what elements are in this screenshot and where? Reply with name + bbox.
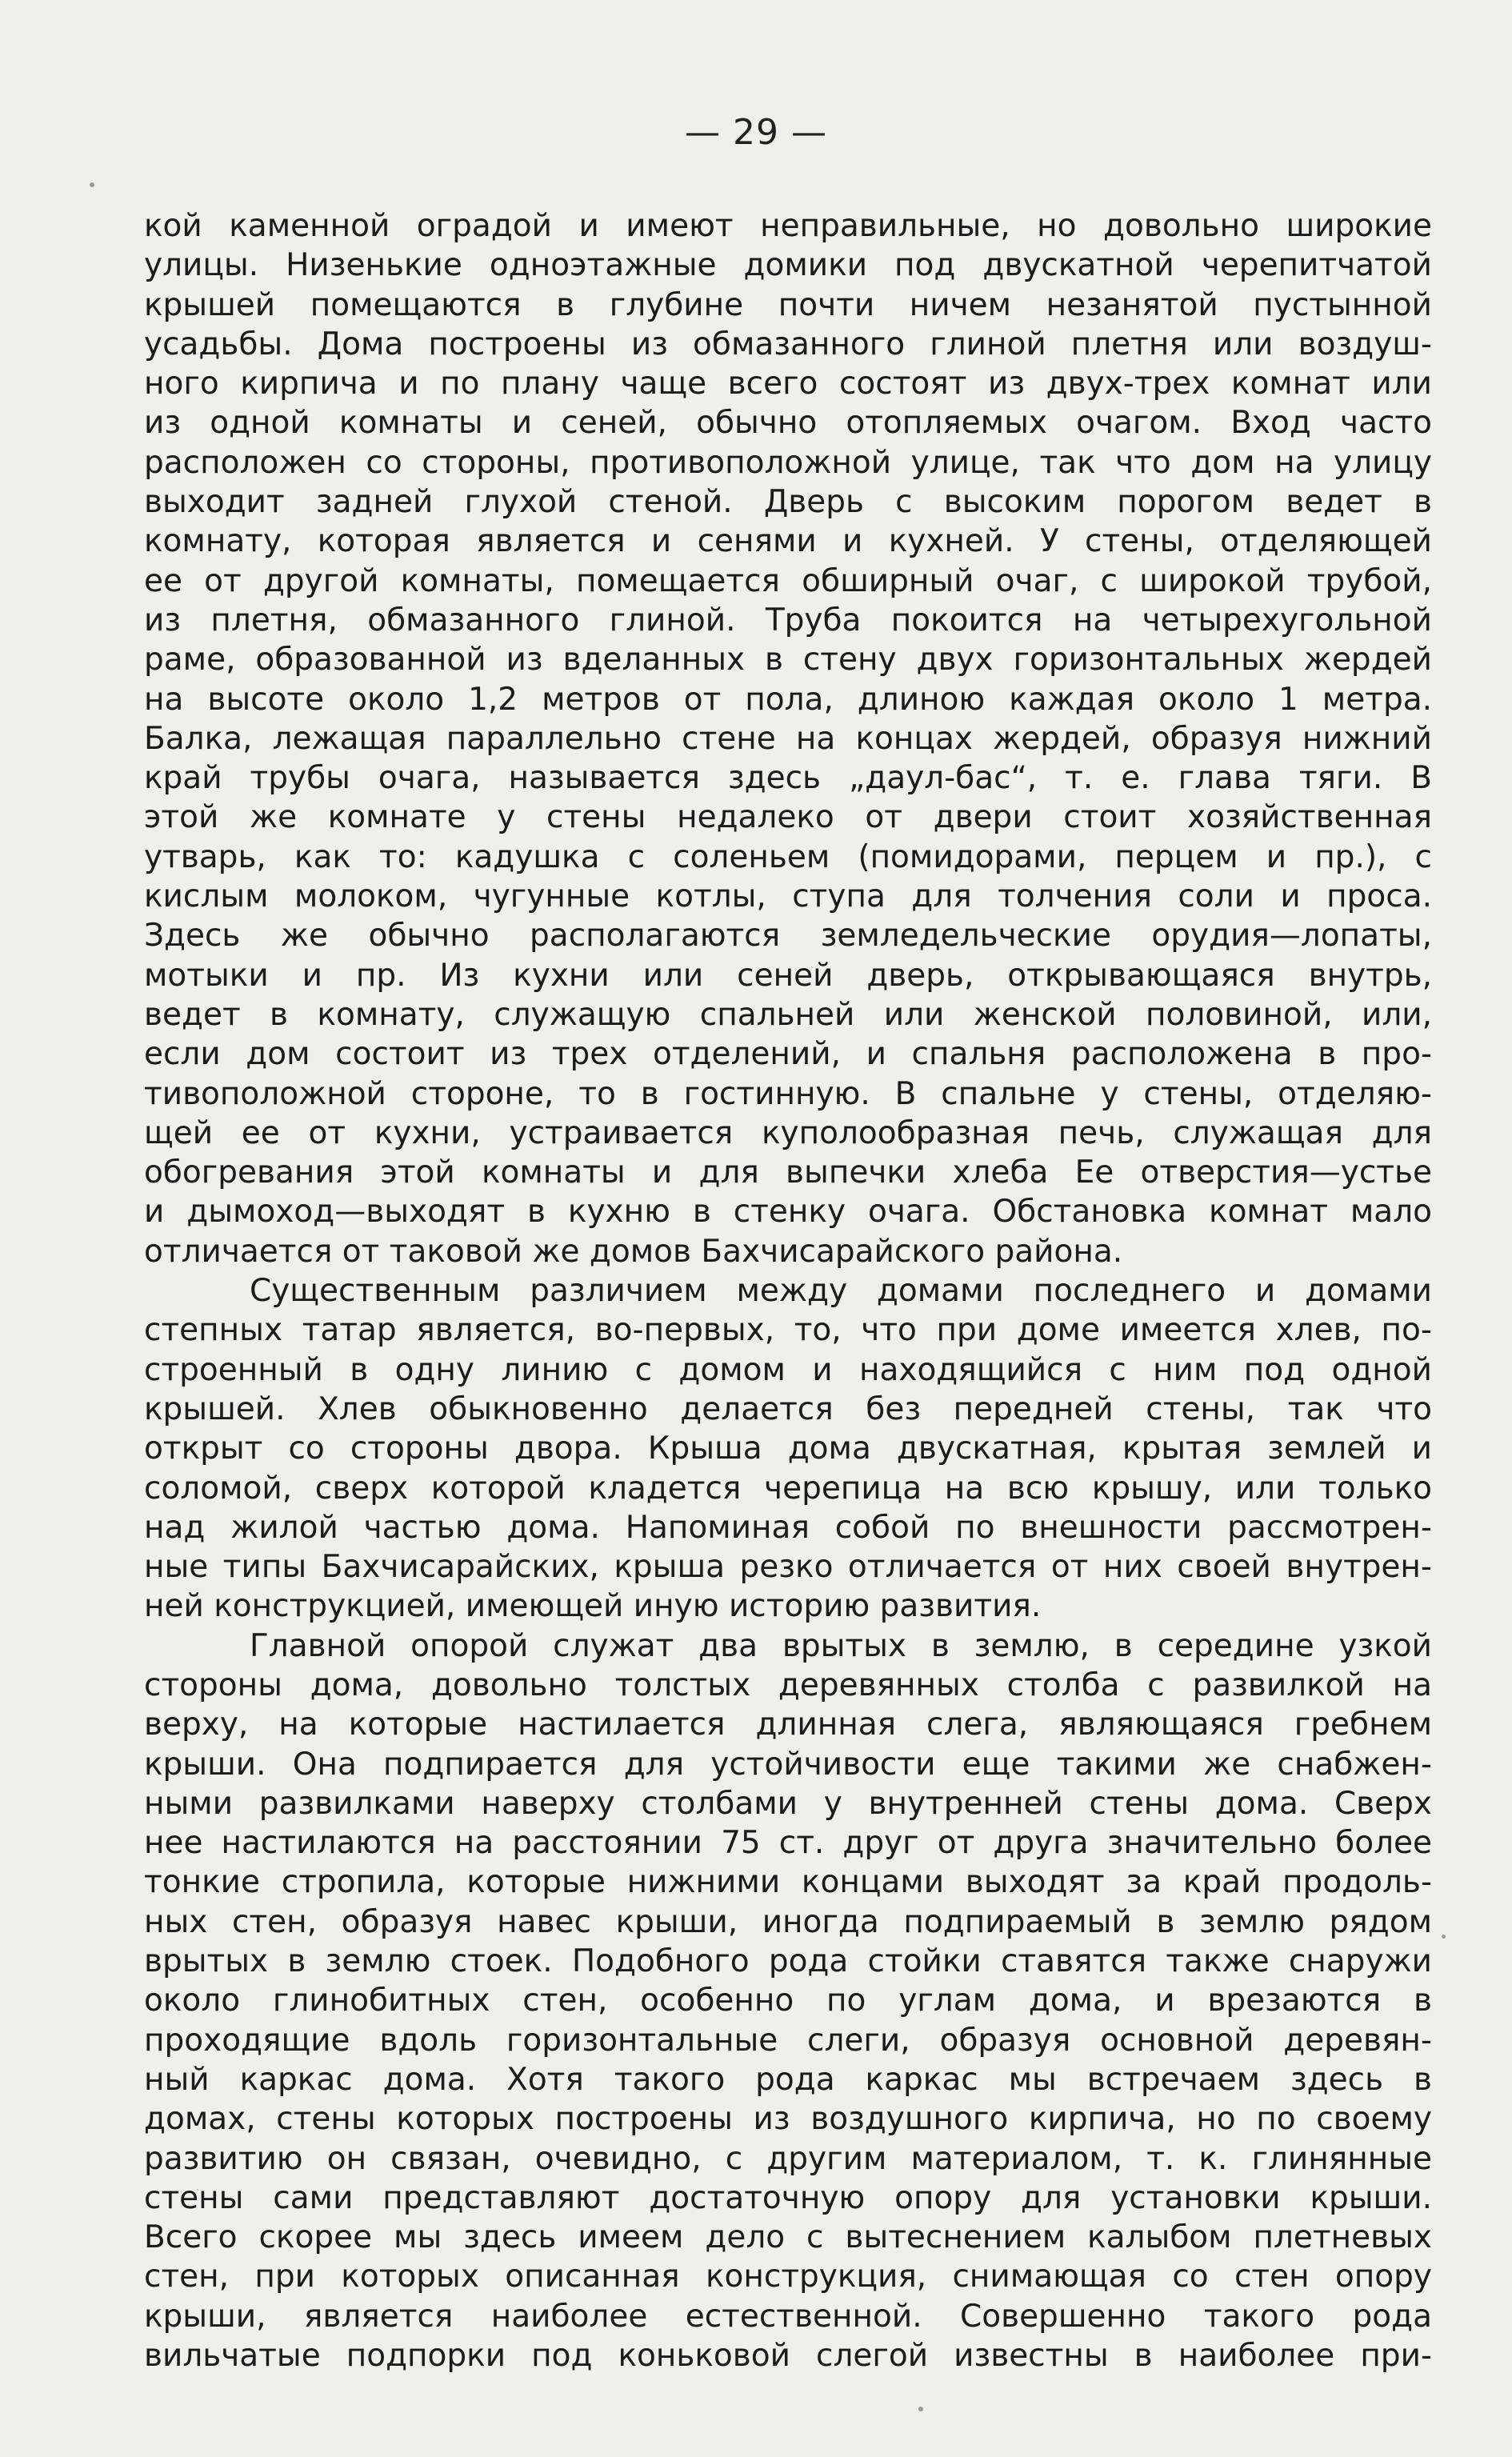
paper-speck xyxy=(90,182,94,187)
text-line: Существенным различием между домами последнего и домами xyxy=(250,1273,1432,1310)
text-line: щей ее от кухни, устраивается куполообразная печь, служащая для xyxy=(144,1114,1432,1151)
page-number: — 29 — xyxy=(685,112,827,153)
text-line: Всего скорее мы здесь имеем дело с вытеснением калыбом плетневых xyxy=(144,2219,1432,2256)
text-line: стороны дома, довольно толстых деревянных столба с развилкой на xyxy=(144,1667,1432,1703)
text-line: строенный в одну линию с домом и находящийся с ним под одной xyxy=(144,1351,1432,1388)
text-line: ней конструкцией, имеющей иную историю развития. xyxy=(144,1588,1042,1625)
text-line: верху, на которые настилается длинная слега, являющаяся гребнем xyxy=(144,1707,1432,1743)
text-line: кислым молоком, чугунные котлы, ступа для толчения соли и проса. xyxy=(144,878,1432,915)
text-line: на высоте около 1,2 метров от пола, длиною каждая около 1 метра. xyxy=(144,681,1432,718)
text-line: около глинобитных стен, особенно по углам дома, и врезаются в xyxy=(144,1983,1432,2019)
text-line: раме, образованной из вделанных в стену двух горизонтальных жердей xyxy=(144,642,1432,678)
text-line: утварь, как то: кадушка с соленьем (помидорами, перцем и пр.), с xyxy=(144,838,1432,875)
text-line: этой же комнате у стены недалеко от двери стоит хозяйственная xyxy=(144,799,1432,836)
text-line: Балка, лежащая параллельно стене на концах жердей, образуя нижний xyxy=(144,720,1432,757)
text-line: ный каркас дома. Хотя такого рода каркас мы встречаем здесь в xyxy=(144,2061,1432,2098)
text-line: проходящие вдоль горизонтальные слеги, образуя основной деревян- xyxy=(144,2022,1432,2059)
text-line: крышей помещаются в глубине почти ничем незанятой пустынной xyxy=(144,286,1432,323)
text-line: домах, стены которых построены из воздушного кирпича, но по своему xyxy=(144,2101,1432,2138)
text-line: Здесь же обычно располагаются земледельческие орудия—лопаты, xyxy=(144,918,1432,954)
text-line: обогревания этой комнаты и для выпечки хлеба Ее отверстия—устье xyxy=(144,1154,1432,1191)
text-line: отличается от таковой же домов Бахчисарайского района. xyxy=(144,1233,1123,1270)
text-line: если дом состоит из трех отделений, и спальня расположена в про- xyxy=(144,1036,1432,1073)
text-line: крышей. Хлев обыкновенно делается без передней стены, так что xyxy=(144,1391,1432,1427)
text-line: крыши, является наиболее естественной. Совершенно такого рода xyxy=(144,2298,1432,2335)
text-line: комнату, которая является и сенями и кухней. У стены, отделяющей xyxy=(144,523,1432,560)
text-line: Главной опорой служат два врытых в землю, в середине узкой xyxy=(250,1627,1432,1664)
text-line: ного кирпича и по плану чаще всего состоят из двух-трех комнат или xyxy=(144,366,1432,402)
text-line: улицы. Низенькие одноэтажные домики под двускатной черепитчатой xyxy=(144,247,1432,284)
text-line: выходит задней глухой стеной. Дверь с высоким порогом ведет в xyxy=(144,484,1432,521)
text-line: ных стен, образуя навес крыши, иногда подпираемый в землю рядом xyxy=(144,1903,1432,1940)
text-line: кой каменной оградой и имеют неправильные, но довольно широкие xyxy=(144,208,1432,244)
paper-speck xyxy=(918,2407,923,2411)
text-line: стены сами представляют достаточную опору для установки крыши. xyxy=(144,2179,1432,2216)
body-text xyxy=(144,206,1432,2375)
text-line: развитию он связан, очевидно, с другим материалом, т. к. глинянные xyxy=(144,2140,1432,2177)
text-line: тивоположной стороне, то в гостинную. В спальне у стены, отделяю- xyxy=(144,1075,1432,1112)
text-line: стен, при которых описанная конструкция, снимающая со стен опору xyxy=(144,2259,1432,2295)
paper-speck xyxy=(1442,1935,1446,1939)
text-line: вильчатые подпорки под коньковой слегой известны в наиболее при- xyxy=(144,2338,1432,2375)
text-line: ные типы Бахчисарайских, крыша резко отличается от них своей внутрен- xyxy=(144,1549,1432,1586)
text-line: соломой, сверх которой кладется черепица на всю крышу, или только xyxy=(144,1470,1432,1507)
text-line: крыши. Она подпирается для устойчивости еще такими же снабжен- xyxy=(144,1746,1432,1783)
text-line: тонкие стропила, которые нижними концами выходят за край продоль- xyxy=(144,1864,1432,1901)
text-line: мотыки и пр. Из кухни или сеней дверь, открывающаяся внутрь, xyxy=(144,957,1432,994)
text-line: усадьбы. Дома построены из обмазанного глиной плетня или воздуш- xyxy=(144,326,1432,362)
text-line: ными развилками наверху столбами у внутренней стены дома. Сверх xyxy=(144,1785,1432,1822)
text-line: врытых в землю стоек. Подобного рода стойки ставятся также снаружи xyxy=(144,1943,1432,1980)
text-line: расположен со стороны, противоположной улице, так что дом на улицу xyxy=(144,444,1432,481)
text-line: над жилой частью дома. Напоминая собой по внешности рассмотрен- xyxy=(144,1509,1432,1546)
text-line: степных татар является, во-первых, то, что при доме имеется хлев, по- xyxy=(144,1312,1432,1349)
text-line: ее от другой комнаты, помещается обширный очаг, с широкой трубой, xyxy=(144,562,1432,599)
text-line: из плетня, обмазанного глиной. Труба покоится на четырехугольной xyxy=(144,602,1432,638)
text-line: нее настилаются на расстоянии 75 ст. друг от друга значительно более xyxy=(144,1825,1432,1862)
text-line: открыт со стороны двора. Крыша дома двускатная, крытая землей и xyxy=(144,1431,1432,1467)
text-line: край трубы очага, называется здесь „даул-бас“, т. е. глава тяги. В xyxy=(144,760,1432,797)
text-line: и дымоход—выходят в кухню в стенку очага. Обстановка комнат мало xyxy=(144,1194,1432,1231)
text-line: ведет в комнату, служащую спальней или женской половиной, или, xyxy=(144,996,1432,1033)
text-line: из одной комнаты и сеней, обычно отопляемых очагом. Вход часто xyxy=(144,405,1432,442)
